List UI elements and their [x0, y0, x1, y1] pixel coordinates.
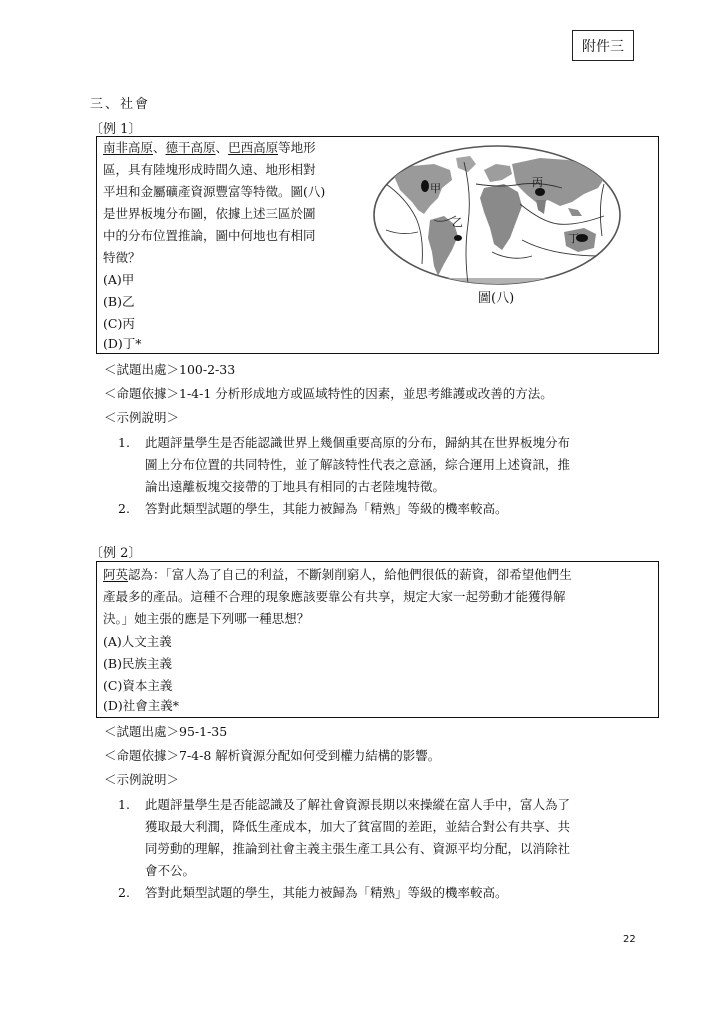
option-b: (B)乙 — [103, 294, 135, 309]
question-line: 特徵？ — [103, 250, 141, 265]
explain-number: 2. — [118, 501, 130, 516]
map-label-ding: 丁 — [568, 232, 579, 245]
explain-number: 2. — [118, 885, 130, 900]
explain-line: 獲取最大利潤，降低生產成本，加大了貧富間的差距，並結合對公有共享、共 — [145, 819, 571, 834]
example-2-explain-title: ＜示例說明＞ — [104, 772, 180, 787]
explain-line: 同勞動的理解，推論到社會主義主張生產工具公有、資源平均分配，以消除社 — [145, 841, 571, 856]
term-south-africa-plateau: 南非高原 — [103, 140, 154, 155]
example-1-label: 〔例 1〕 — [90, 122, 142, 137]
first-line-rest: 等地形 — [278, 140, 316, 155]
section-title: 三、社會 — [90, 97, 151, 112]
explain-line: 論出遠離板塊交接帶的丁地具有相同的古老陸塊特徵。 — [145, 479, 446, 494]
map-caption: 圖(八) — [478, 291, 515, 306]
person-name: 阿英 — [103, 567, 129, 582]
question-line: 決。」她主張的應是下列哪一種思想？ — [103, 611, 310, 626]
page-number: 22 — [623, 934, 636, 945]
explain-number: 1. — [118, 435, 130, 450]
explain-line: 圖上分布位置的共同特性，並了解該特性代表之意涵，綜合運用上述資訊，推 — [145, 457, 571, 472]
example-1-basis: ＜命題依據＞1-4-1 分析形成地方或區域特性的因素，並思考維護或改善的方法。 — [104, 386, 553, 401]
explain-line: 此題評量學生是否能認識世界上幾個重要高原的分布，歸納其在世界板塊分布 — [145, 435, 571, 450]
question-line: 區，具有陸塊形成時間久遠、地形相對 — [103, 162, 316, 177]
example-2-question-box — [96, 561, 659, 718]
option-c: (C)丙 — [103, 316, 135, 331]
spot-jia — [421, 180, 429, 192]
option-d: (D)社會主義* — [103, 698, 180, 713]
explain-line: 此題評量學生是否能認識及了解社會資源長期以來操縱在富人手中，富人為了 — [145, 797, 571, 812]
example-2-label: 〔例 2〕 — [90, 546, 142, 561]
world-plate-map — [372, 144, 622, 304]
question-line: 平坦和金屬礦產資源豐富等特徵。圖(八) — [103, 184, 326, 199]
option-c: (C)資本主義 — [103, 678, 173, 693]
question-line: 是世界板塊分布圖，依據上述三區於圖 — [103, 206, 316, 221]
separator: 、 — [215, 140, 229, 155]
world-map-svg — [372, 144, 622, 286]
map-label-bing: 丙 — [532, 176, 543, 189]
term-brazil-plateau: 巴西高原 — [228, 140, 279, 155]
option-b: (B)民族主義 — [103, 656, 172, 671]
map-label-yi: 乙 — [452, 216, 463, 229]
explain-number: 1. — [118, 797, 130, 812]
question-line: 產最多的產品。這種不合理的現象應該要靠公有共享，規定大家一起勞動才能獲得解 — [103, 589, 566, 604]
option-a: (A)甲 — [103, 272, 135, 287]
example-1-source: ＜試題出處＞100-2-33 — [104, 362, 236, 377]
explain-line: 會不公。 — [145, 863, 196, 878]
spot-yi — [454, 235, 462, 241]
example-2-first-line — [103, 565, 572, 585]
option-d: (D)丁* — [103, 336, 142, 351]
explain-line: 答對此類型試題的學生，其能力被歸為「精熟」等級的機率較高。 — [145, 501, 508, 516]
example-2-source: ＜試題出處＞95-1-35 — [104, 724, 228, 739]
example-1-first-line — [103, 138, 316, 158]
first-line-rest: 認為：「富人為了自己的利益，不斷剝削窮人，給他們很低的薪資，卻希望他們生 — [128, 567, 572, 582]
map-label-jia: 甲 — [430, 182, 441, 195]
example-2-basis: ＜命題依據＞7-4-8 解析資源分配如何受到權力結構的影響。 — [104, 748, 441, 763]
separator: 、 — [153, 140, 166, 155]
attachment-tag: 附件三 — [572, 30, 634, 61]
term-deccan-plateau: 德干高原 — [165, 140, 216, 155]
example-1-explain-title: ＜示例說明＞ — [104, 410, 180, 425]
spot-bing — [535, 188, 545, 196]
question-line: 中的分布位置推論，圖中何地也有相同 — [103, 228, 316, 243]
explain-line: 答對此類型試題的學生，其能力被歸為「精熟」等級的機率較高。 — [145, 885, 508, 900]
option-a: (A)人文主義 — [103, 634, 172, 649]
